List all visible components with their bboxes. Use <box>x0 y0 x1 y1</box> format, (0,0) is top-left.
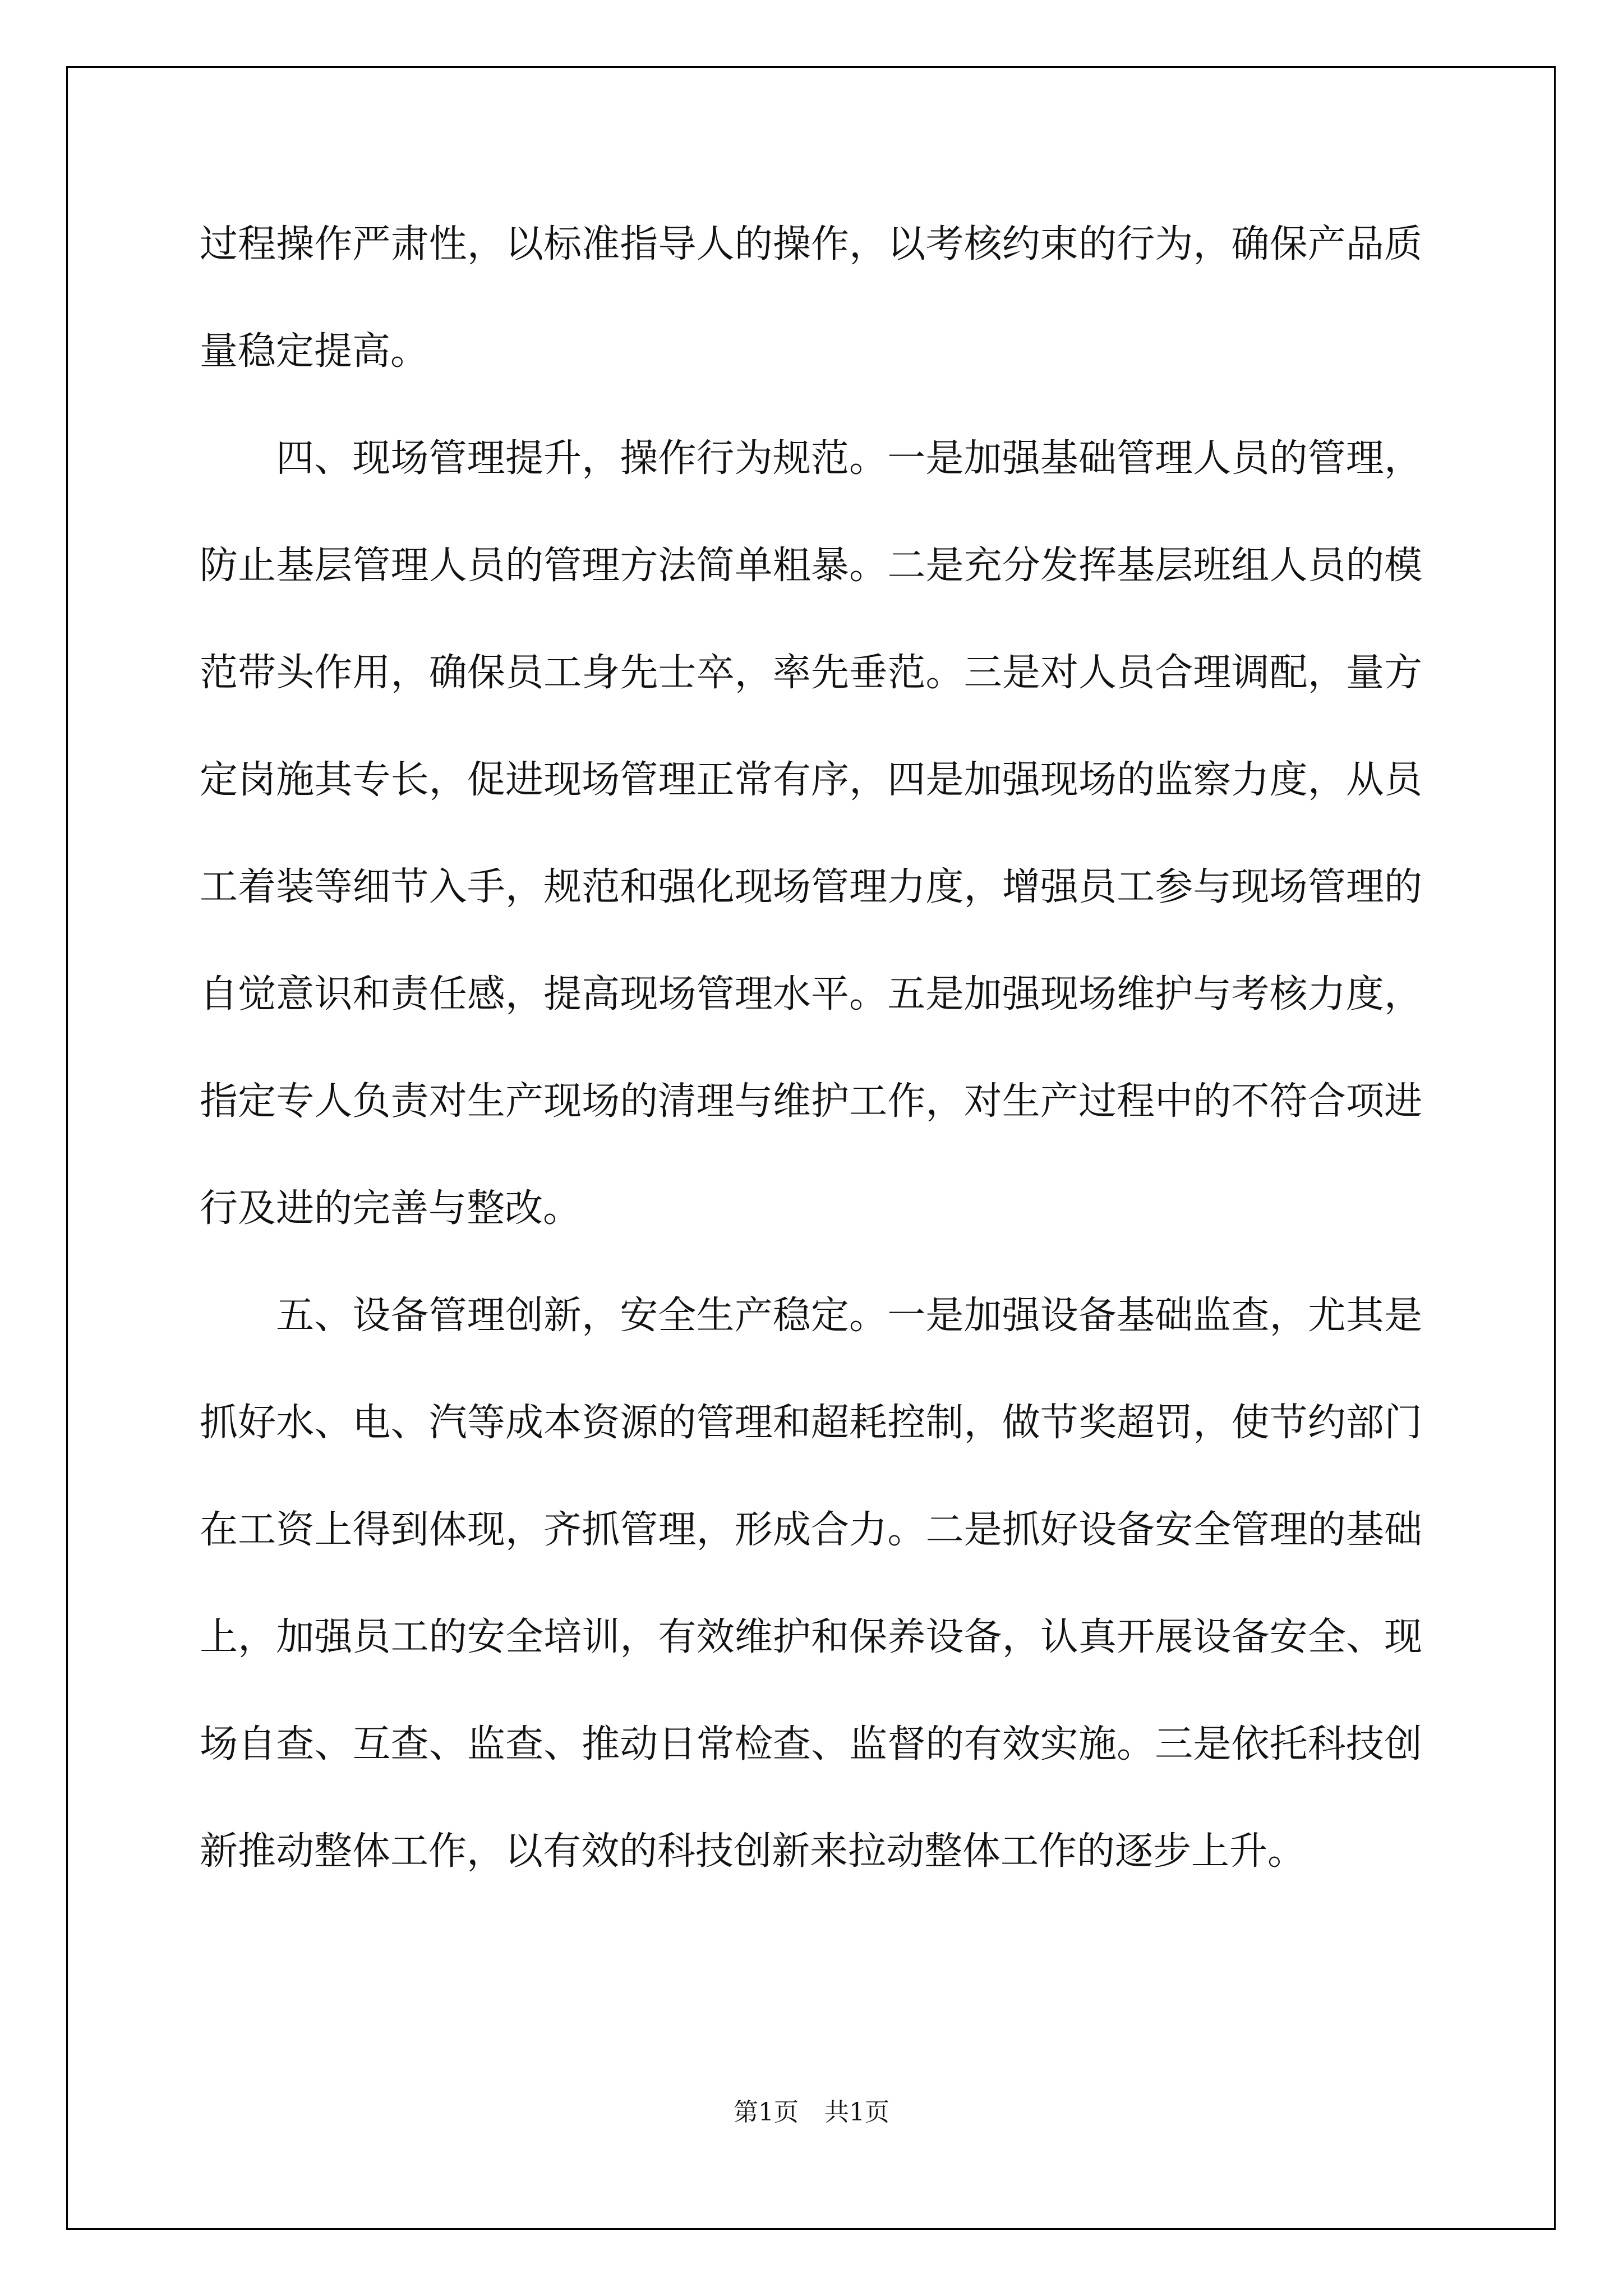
paragraph-section-4: 四、现场管理提升，操作行为规范。一是加强基础管理人员的管理，防止基层管理人员的管理方法简单粗暴。二是充分发挥基层班组人员的模范带头作用，确保员工身先士卒，率先垂范。三是对人员合理调配，量方定岗施其专长，促进现场管理正常有序，四是加强现场的监察力度，从员工着装等细节入手，规范和强化现场管理力度，增强员工参与现场管理的自觉意识和责任感，提高现场管理水平。五是加强现场维护与考核力度，指定专人负责对生产现场的清理与维护工作，对生产过程中的不符合项进行及进的完善与整改。 <box>200 436 1422 1231</box>
document-body <box>200 191 1422 1905</box>
page-number: 第1页 <box>734 2098 799 2127</box>
paragraph-continued: 过程操作严肃性，以标准指导人的操作，以考核约束的行为，确保产品质量稳定提高。 <box>200 222 1422 374</box>
page-footer <box>0 2096 1623 2129</box>
page-total: 共1页 <box>824 2098 889 2127</box>
paragraph-section-5: 五、设备管理创新，安全生产稳定。一是加强设备基础监查，尤其是抓好水、电、汽等成本资源的管理和超耗控制，做节奖超罚，使节约部门在工资上得到体现，齐抓管理，形成合力。二是抓好设备安全管理的基础上，加强员工的安全培训，有效维护和保养设备，认真开展设备安全、现场自查、互查、监查、推动日常检查、监督的有效实施。三是依托科技创新推动整体工作，以有效的科技创新来拉动整体工作的逐步上升。 <box>200 1294 1422 1874</box>
